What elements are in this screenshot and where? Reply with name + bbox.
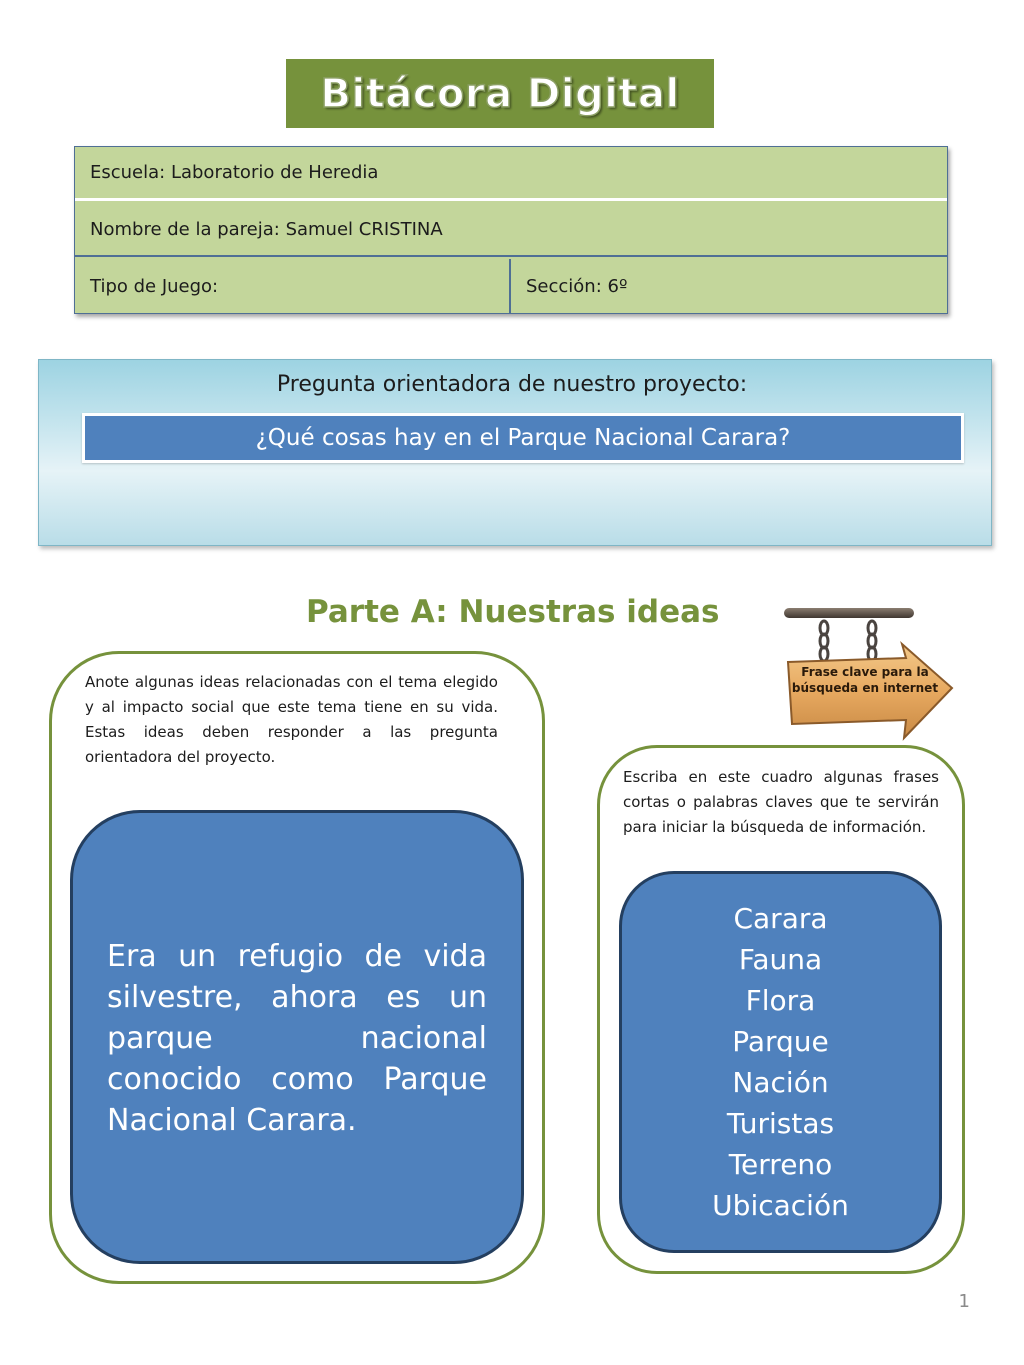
part-a-title: Parte A: Nuestras ideas — [306, 594, 720, 630]
keywords-list — [619, 898, 942, 1226]
keyword-item: Fauna — [738, 943, 823, 976]
keywords-instructions: Escriba en este cuadro algunas frases cortas o palabras claves que te servirán para iniciar la búsqueda de información. — [623, 768, 939, 836]
game-type-cell: Tipo de Juego: — [75, 259, 511, 313]
sign-text: Frase clave para la búsqueda en internet — [791, 665, 939, 695]
page-number: 1 — [958, 1291, 970, 1312]
keyword-item: Carara — [733, 902, 828, 935]
info-table — [74, 146, 948, 314]
question-bar — [82, 413, 964, 463]
school-cell: Escuela: Laboratorio de Heredia — [90, 162, 379, 183]
pair-name-cell: Nombre de la pareja: Samuel CRISTINA — [90, 218, 443, 240]
keyword-item: Turistas — [726, 1107, 835, 1140]
keyword-item: Nación — [732, 1066, 829, 1099]
question-text: ¿Qué cosas hay en el Parque Nacional Carara? — [255, 425, 791, 451]
info-row-game-section — [75, 259, 947, 313]
question-heading: Pregunta orientadora de nuestro proyecto: — [276, 372, 748, 397]
keyword-item: Flora — [745, 984, 816, 1017]
info-row-pair — [75, 203, 947, 257]
section-cell: Sección: 6º — [526, 275, 628, 297]
keyword-item: Parque — [732, 1025, 829, 1058]
info-row-school — [75, 147, 947, 201]
keyword-item: Terreno — [728, 1148, 833, 1181]
keyword-item: Ubicación — [712, 1189, 849, 1222]
ideas-instructions: Anote algunas ideas relacionadas con el tema elegido y al impacto social que este tema tiene en su vida. Estas ideas deben responder a las pregunta orientadora del proyecto. — [85, 673, 498, 766]
ideas-text: Era un refugio de vida silvestre, ahora es un parque nacional conocido como Parque Nacional Carara. — [107, 939, 487, 1138]
page-title: Bitácora Digital — [320, 70, 680, 117]
title-banner — [286, 59, 714, 128]
